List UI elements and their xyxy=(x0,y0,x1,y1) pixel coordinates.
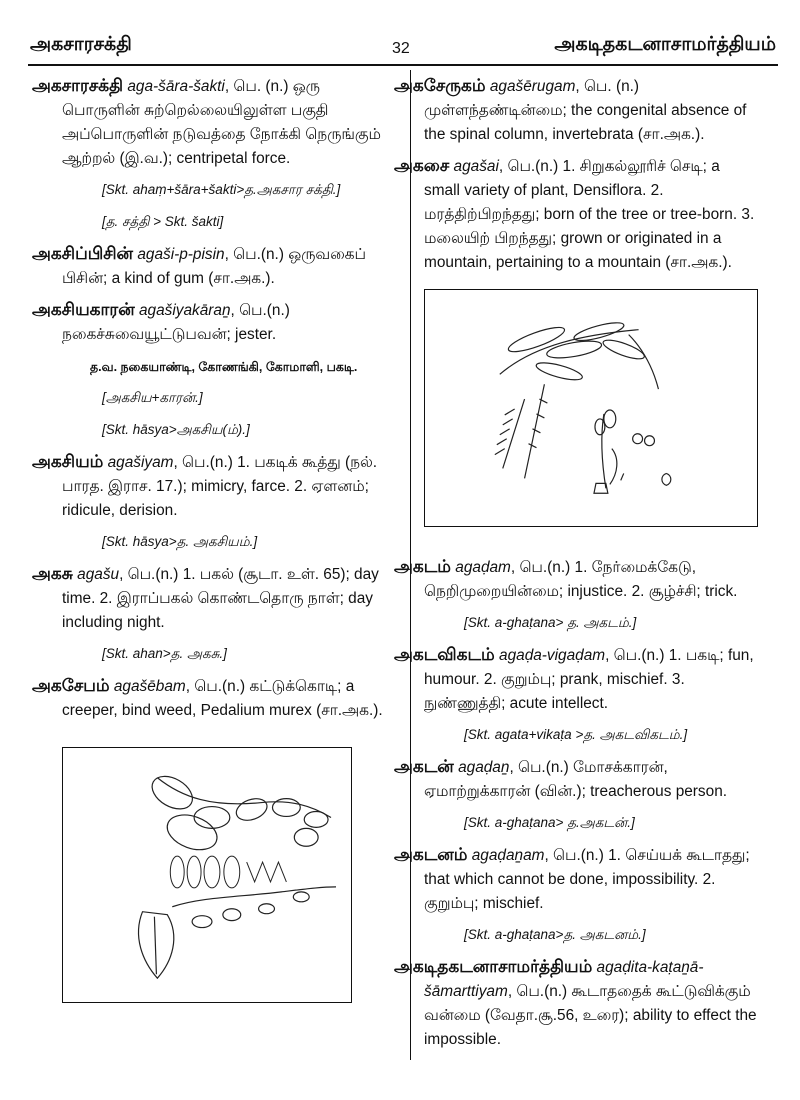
transliteration: agašērugam xyxy=(485,78,576,95)
headword: அகடிதகடனாசாமர்த்தியம் xyxy=(394,957,593,976)
headword: அகசை xyxy=(394,156,450,175)
page-header xyxy=(0,20,800,60)
transliteration: agaḍaṉ xyxy=(453,759,510,776)
transliteration: agašai xyxy=(449,158,499,175)
transliteration: agašēbam xyxy=(109,678,186,695)
transliteration: agaši-p-pisin xyxy=(133,246,225,263)
definition: , பெ.(n.) கூடாததைக் கூட்டுவிக்கும் வன்மை (வேதா.சூ.56, உரை); ability to effect the impossible. xyxy=(424,983,757,1048)
etymology-note: [Skt. a-ghaṭana>த. அகடனம்.] xyxy=(464,927,646,942)
headword: அகசிப்பிசின் xyxy=(32,244,134,263)
definition: , பெ.(n.) 1. பகடி; fun, humour. 2. குறும்பு; prank, mischief. 3. நுண்ணுத்தி; acute intellect. xyxy=(424,647,754,712)
definition: , பெ.(n.) 1. பகல் (சூடா. உள். 65); day time. 2. இராப்பகல் கொண்டதொரு நாள்; day including night. xyxy=(62,566,379,631)
definition: , பெ.(n.) நகைச்சுவையூட்டுபவன்; jester. xyxy=(62,302,290,343)
header-rule xyxy=(28,64,778,66)
transliteration: agaḍita-kaṭaṉā-šāmarttiyam xyxy=(424,959,704,1000)
transliteration: agašu xyxy=(72,566,120,583)
transliteration: agašiyakāraṉ xyxy=(134,302,231,319)
transliteration: agaḍaṉam xyxy=(467,847,545,864)
transliteration: agaḍam xyxy=(450,559,511,576)
synonym-note: த.வ. நகையாண்டி, கோணங்கி, கோமாளி, பகடி. xyxy=(90,360,358,374)
headword: அகசியம் xyxy=(32,452,104,471)
dictionary-entry xyxy=(394,154,758,275)
definition: , பெ. (n.) முள்ளந்தண்டின்மை; the congenital absence of the spinal column, invertebrata (சா.அக.). xyxy=(424,78,747,143)
headword: அகடவிகடம் xyxy=(394,645,495,664)
etymology-note: [Skt. a-ghaṭana> த. அகடம்.] xyxy=(464,615,637,630)
definition: , பெ.(n.) மோசக்காரன், ஏமாற்றுக்காரன் (வின்.); treacherous person. xyxy=(424,759,728,800)
dictionary-entry xyxy=(394,955,758,1052)
creeper-illustration xyxy=(62,747,352,1003)
transliteration: agaḍa-vigaḍam xyxy=(494,647,606,664)
headword: அகசு xyxy=(32,564,73,583)
headword: அகசியகாரன் xyxy=(32,300,135,319)
etymology-note: [Skt. ahaṃ+šāra+šakti>த.அகசார சக்தி.] xyxy=(102,182,341,197)
dictionary-entry xyxy=(32,674,400,723)
dictionary-entry xyxy=(394,643,758,716)
definition: , பெ. (n.) ஒரு பொருளின் சுற்றெல்லையிலுள்ள பகுதி அப்பொருளின் நடுவத்தை நோக்கி நெருங்கும் ஆற்றல் (இ.வ.); centripetal force. xyxy=(62,78,381,167)
headword: அகடனம் xyxy=(394,845,468,864)
dictionary-entry xyxy=(394,74,758,147)
definition: , பெ.(n.) 1. பகடிக் கூத்து (நல். பாரத. இராச. 17.); mimicry, farce. 2. ஏளனம்; ridicule, derision. xyxy=(62,454,378,519)
dictionary-entry xyxy=(394,755,758,804)
dictionary-entry xyxy=(32,298,400,347)
transliteration: aga-šāra-šakti xyxy=(123,78,225,95)
running-head-left: அகசாரசக்தி xyxy=(30,34,132,55)
etymology-note: [Skt. hāsya>அகசிய(ம்).] xyxy=(102,422,250,437)
transliteration: agašiyam xyxy=(103,454,174,471)
dictionary-entry xyxy=(32,450,400,523)
right-column xyxy=(394,74,758,1059)
left-column xyxy=(32,74,400,1003)
definition: , பெ.(n.) 1. சிறுகல்லூரிச் செடி; a small variety of plant, Densiflora. 2. மரத்திற்பிறந்தது; born of the tree or tree-born. 3. மலையிற் பிறந்தது; grown or originated in a mountain, pertaining to a mountain (சா.அக.). xyxy=(424,158,755,271)
running-head-right: அகடிதகடனாசாமர்த்தியம் xyxy=(554,34,776,55)
page-number: 32 xyxy=(392,40,410,57)
dictionary-entry xyxy=(32,74,400,171)
definition: , பெ.(n.) ஒருவகைப் பிசின்; a kind of gum (சா.அக.). xyxy=(62,246,366,287)
dictionary-entry xyxy=(394,555,758,604)
headword: அகசேருகம் xyxy=(394,76,486,95)
etymology-note: [த. சத்தி > Skt. šakti] xyxy=(102,214,224,229)
headword: அகடன் xyxy=(394,757,454,776)
definition: , பெ.(n.) 1. செய்யக் கூடாதது; that which cannot be done, impossibility. 2. குறும்பு; mischief. xyxy=(424,847,750,912)
definition: , பெ.(n.) 1. நேர்மைக்கேடு, நெறிமுறையின்மை; injustice. 2. சூழ்ச்சி; trick. xyxy=(424,559,738,600)
etymology-note: [Skt. hāsya>த. அகசியம்.] xyxy=(102,534,258,549)
headword: அகசாரசக்தி xyxy=(32,76,124,95)
definition: , பெ.(n.) கட்டுக்கொடி; a creeper, bind weed, Pedalium murex (சா.அக.). xyxy=(62,678,383,719)
etymology-note: [Skt. a-ghaṭana> த.அகடன்.] xyxy=(464,815,635,830)
dictionary-entry xyxy=(32,562,400,635)
headword: அகடம் xyxy=(394,557,451,576)
dictionary-entry xyxy=(394,843,758,916)
etymology-note: [அகசிய+காரன்.] xyxy=(102,390,203,405)
headword: அகசேபம் xyxy=(32,676,110,695)
etymology-note: [Skt. agata+vikaṭa >த. அகடவிகடம்.] xyxy=(464,727,688,742)
dictionary-entry xyxy=(32,242,400,291)
etymology-note: [Skt. ahan>த. அகசு.] xyxy=(102,646,227,661)
plant-illustration xyxy=(424,289,758,527)
